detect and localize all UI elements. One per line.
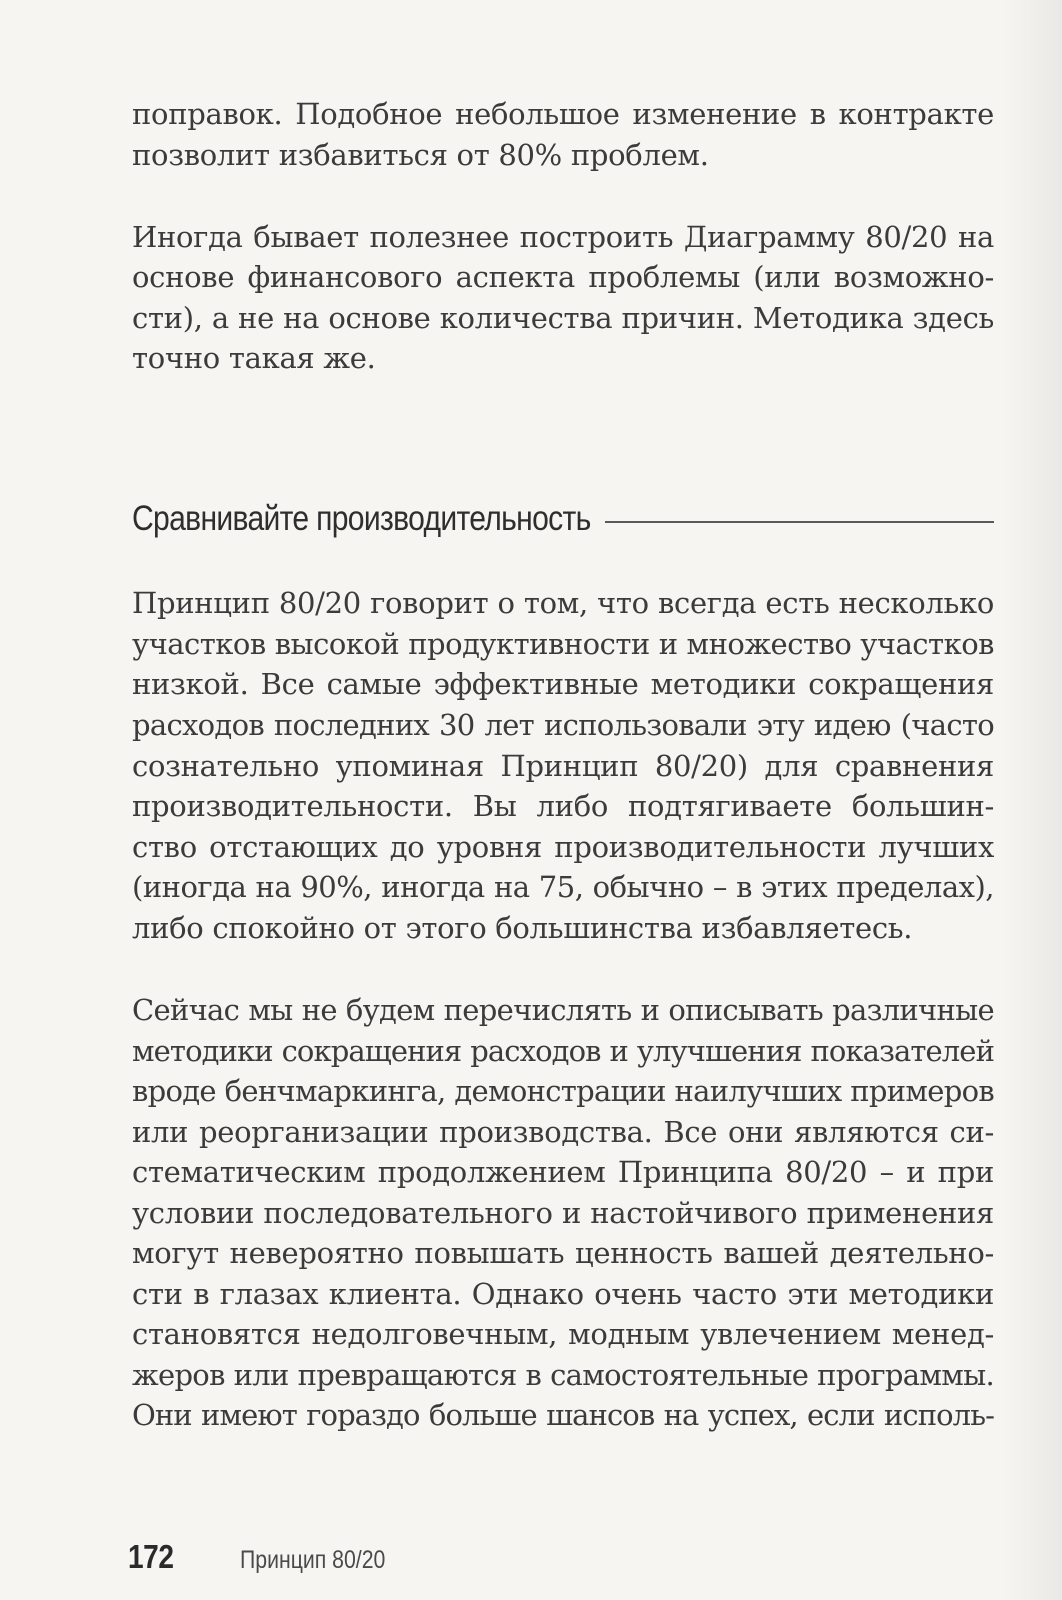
section-heading-text: Сравнивайте производительность (132, 499, 591, 538)
text-line: низкой. Все самые эффективные методики сокращения (132, 667, 994, 701)
text-line: или реорганизации производства. Все они являются си- (132, 1115, 994, 1149)
text-line: (иногда на 90%, иногда на 75, обычно – в этих пределах), (132, 870, 994, 904)
text-line: Иногда бывает полезнее построить Диаграмму 80/20 на (132, 220, 994, 254)
text-line: сти), а не на основе количества причин. Методика здесь (132, 301, 994, 335)
text-line: Принцип 80/20 говорит о том, что всегда есть несколько (132, 586, 994, 620)
text-line: Сейчас мы не будем перечислять и описывать различные (132, 993, 994, 1027)
text-line: стематическим продолжением Принципа 80/20 – и при (132, 1155, 994, 1189)
text-line: расходов последних 30 лет использовали эту идею (часто (132, 708, 994, 742)
text-line: основе финансового аспекта проблемы (или возможно- (132, 260, 994, 294)
running-title: Принцип 80/20 (239, 1546, 385, 1574)
text-line: становятся недолговечным, модным увлечением менед- (132, 1317, 994, 1351)
text-line: Они имеют гораздо больше шансов на успех, если исполь- (132, 1398, 994, 1432)
text-line: ство отстающих до уровня производительности лучших (132, 830, 994, 864)
text-line: либо спокойно от этого большинства избавляетесь. (132, 911, 913, 945)
text-line: жеров или превращаются в самостоятельные программы. (132, 1358, 994, 1392)
text-line: позволит избавиться от 80% проблем. (132, 138, 709, 172)
text-line: могут невероятно повышать ценность вашей деятельно- (132, 1236, 994, 1270)
page-footer (128, 1538, 411, 1582)
text-line: вроде бенчмаркинга, демонстрации наилучших примеров (132, 1074, 994, 1108)
text-line: условии последовательного и настойчивого применения (132, 1196, 994, 1230)
text-line: методики сокращения расходов и улучшения показателей (132, 1034, 994, 1068)
text-line: поправок. Подобное небольшое изменение в контракте (132, 97, 994, 131)
page-number: 172 (128, 1538, 174, 1575)
page-edge-shading (1002, 0, 1062, 1600)
text-line: точно такая же. (132, 341, 376, 375)
heading-rule (605, 521, 994, 523)
text-line: производительности. Вы либо подтягиваете большин- (132, 789, 994, 823)
text-line: сознательно упоминая Принцип 80/20) для сравнения (132, 749, 994, 783)
text-line: участков высокой продуктивности и множество участков (132, 627, 994, 661)
section-heading (132, 494, 994, 544)
text-line: сти в глазах клиента. Однако очень часто эти методики (132, 1277, 994, 1311)
